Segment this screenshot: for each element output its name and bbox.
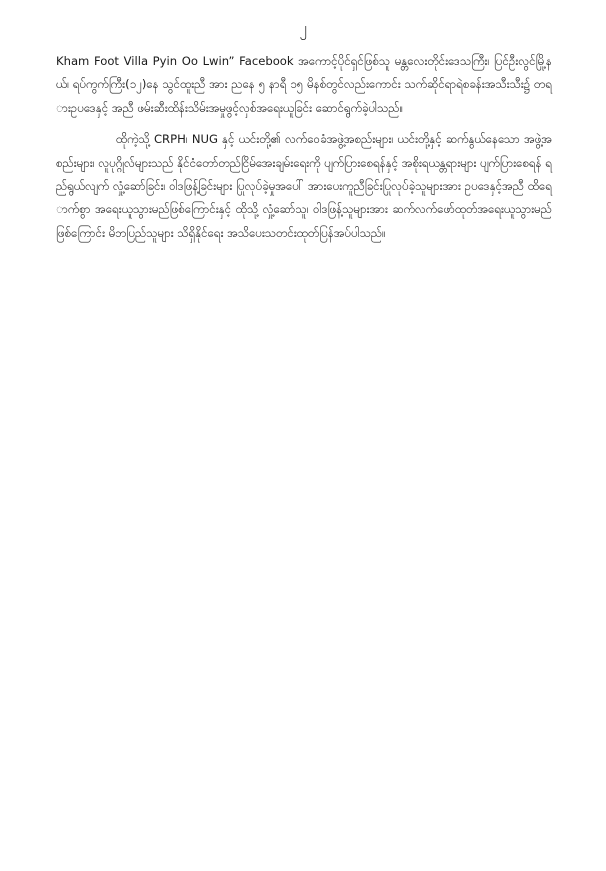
paragraph-public-announcement: ထိုကဲ့သို့ CRPH၊ NUG နှင့် ယင်းတို့၏ လက်ဝေခံအဖွဲ့အစည်းများ၊ ယင်းတို့နှင့် ဆက်နွယ်နေသော အဖွဲ့အစည်းများ၊ လူပုဂ္ဂိုလ်များသည် နိုင်ငံတော်တည်ငြိမ်အေးချမ်းရေးကို ပျက်ပြားစေရန်နှင့် အစိုးရယန္တရားများ ပျက်ပြားစေရန် ရည်ရွယ်လျက် လှုံ့ဆော်ခြင်း၊ ဝါဒဖြန့်ခြင်းများ ပြုလုပ်ခဲ့မှုအပေါ် အားပေးကူညီခြင်းပြုလုပ်ခဲ့သူများအား ဥပဒေနှင့်အညီ ထိရောက်စွာ အရေးယူသွားမည်ဖြစ်ကြောင်းနှင့် ထိုသို့ လှုံ့ဆော်သူ၊ ဝါဒဖြန့်သူများအား ဆက်လက်ဖော်ထုတ်အရေးယူသွားမည်ဖြစ်ကြောင်း မိဘပြည်သူများ သိရှိနိုင်ရေး အသိပေးသတင်းထုတ်ပြန်အပ်ပါသည်။ xyxy=(56,132,552,240)
page-number: ၂ xyxy=(299,19,307,37)
document-body xyxy=(56,50,552,245)
paragraph-arrest-report: Kham Foot Villa Pyin Oo Lwin” Facebook အကောင့်ပိုင်ရှင်ဖြစ်သူ မန္တလေးတိုင်းဒေသကြီး၊ ပြင်ဦးလွင်မြို့နယ်၊ ရပ်ကွက်ကြီး(၁၂)နေ သွင်ထူးညီ အား ညနေ ၅ နာရီ ၁၅ မိနစ်တွင်လည်းကောင်း သက်ဆိုင်ရာရဲစခန်းအသီးသီး၌ တရားဥပဒေနှင့် အညီ ဖမ်းဆီးထိန်းသိမ်းအမှုဖွင့်လှစ်အရေးယူခြင်း ဆောင်ရွက်ခဲ့ပါသည်။ xyxy=(56,54,552,115)
